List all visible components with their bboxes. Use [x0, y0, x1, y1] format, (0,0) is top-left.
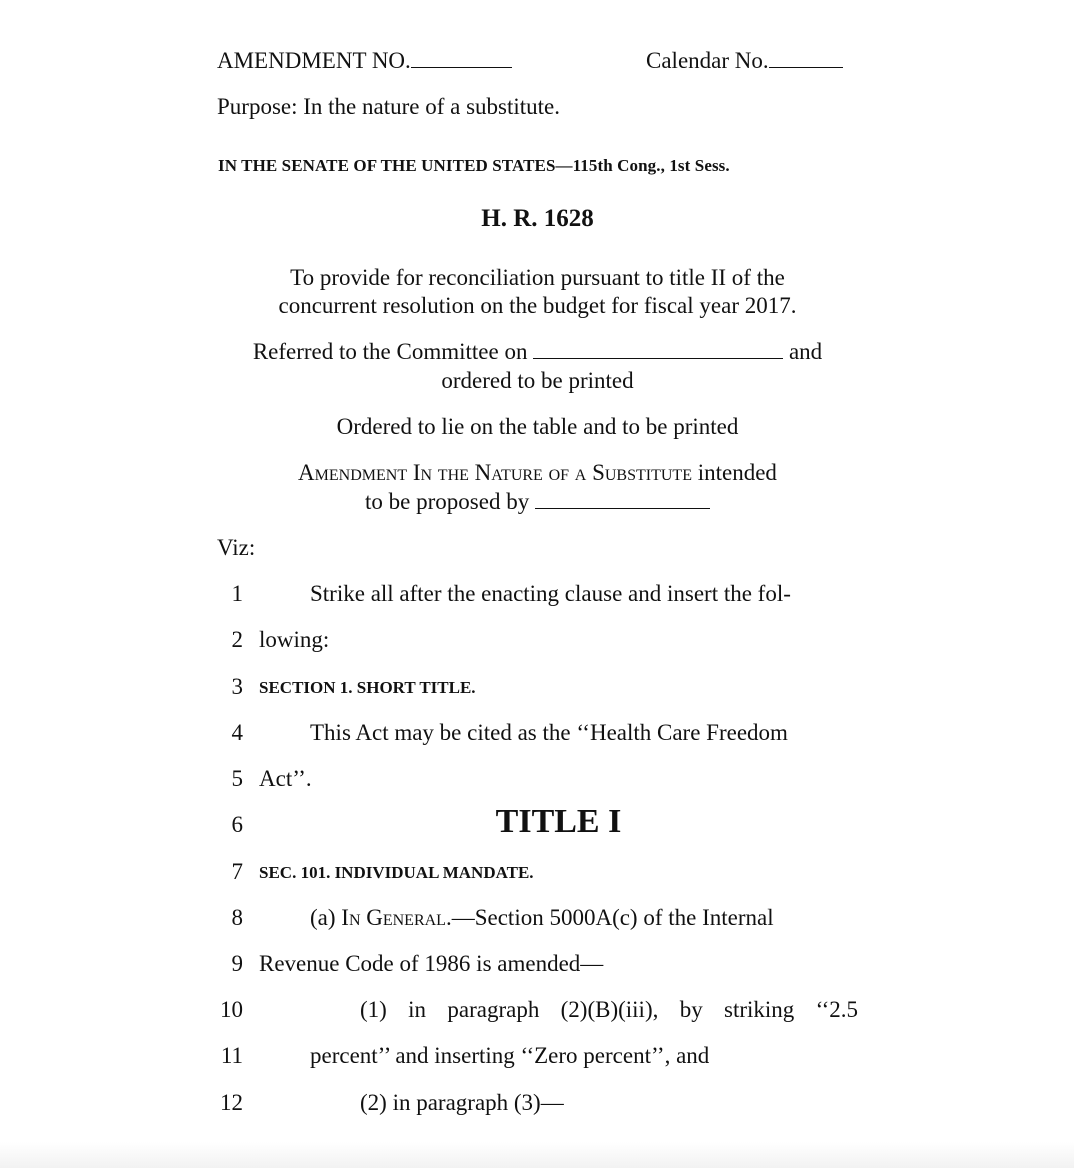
amendment-no-label: AMENDMENT NO.: [217, 48, 411, 73]
body-line-text: percent’’ and inserting ‘‘Zero percent’’, and: [310, 1043, 710, 1068]
calendar-no-blank: [769, 47, 843, 68]
body-line-text: Act’’.: [259, 766, 312, 791]
amendment-no-line: [217, 46, 512, 76]
subsection-heading: In General.: [341, 905, 452, 930]
referred-suffix: and: [788, 339, 823, 364]
senate-line: IN THE SENATE OF THE UNITED STATES—115th Cong., 1st Sess.: [218, 156, 730, 175]
line-number: 8: [231, 905, 243, 930]
subsection-text: —Section 5000A(c) of the Internal: [451, 905, 774, 930]
amendment-no-blank: [411, 47, 512, 68]
line-number: 3: [231, 674, 243, 699]
line-number: 5: [231, 766, 243, 791]
line-number: 2: [231, 627, 243, 652]
line-number: 11: [220, 1043, 243, 1068]
body-line-text: Revenue Code of 1986 is amended—: [259, 951, 604, 976]
body-line-text: (1) in paragraph (2)(B)(iii), by striking ‘‘2.5: [360, 997, 858, 1022]
bill-description-line1: To provide for reconciliation pursuant to title II of the: [290, 265, 785, 290]
proposed-by-blank: [535, 488, 710, 509]
section-heading: SEC. 101. INDIVIDUAL MANDATE.: [259, 863, 534, 882]
body-line-text: lowing:: [259, 627, 330, 652]
amendment-nature-caps: Amendment In the Nature of a Substitute: [298, 460, 692, 485]
line-number: 4: [231, 720, 243, 745]
referred-prefix: Referred to the Committee on: [252, 339, 528, 364]
amendment-nature-suffix: intended: [697, 460, 777, 485]
proposed-by-prefix: to be proposed by: [365, 489, 530, 514]
subsection-label: (a): [310, 905, 336, 930]
title-heading: TITLE I: [495, 803, 622, 840]
bill-number: H. R. 1628: [481, 205, 594, 232]
ordered-table-line: Ordered to lie on the table and to be printed: [336, 414, 739, 439]
line-number: 9: [231, 951, 243, 976]
calendar-no-label: Calendar No.: [646, 48, 769, 73]
body-line-text: [310, 903, 774, 933]
line-number: 10: [220, 997, 243, 1022]
line-number: 12: [220, 1090, 243, 1115]
referred-line: [217, 337, 858, 367]
committee-blank: [533, 338, 783, 359]
viz-label: Viz:: [217, 535, 256, 560]
line-number: 6: [231, 812, 243, 837]
section-heading: SECTION 1. SHORT TITLE.: [259, 678, 476, 697]
proposed-by-line: [217, 487, 858, 517]
purpose-line: Purpose: In the nature of a substitute.: [217, 94, 561, 119]
bill-description-line2: concurrent resolution on the budget for fiscal year 2017.: [278, 293, 797, 318]
body-line-text: (2) in paragraph (3)—: [360, 1090, 564, 1115]
page-bottom-shadow: [0, 1142, 1074, 1168]
amendment-nature-line: [217, 458, 858, 488]
ordered-printed-line: ordered to be printed: [441, 368, 634, 393]
line-number: 7: [231, 859, 243, 884]
line-number: 1: [231, 581, 243, 606]
body-line-text: This Act may be cited as the ‘‘Health Care Freedom: [310, 720, 788, 745]
body-line-text: Strike all after the enacting clause and insert the fol-: [310, 581, 791, 606]
calendar-no-line: [646, 46, 843, 76]
